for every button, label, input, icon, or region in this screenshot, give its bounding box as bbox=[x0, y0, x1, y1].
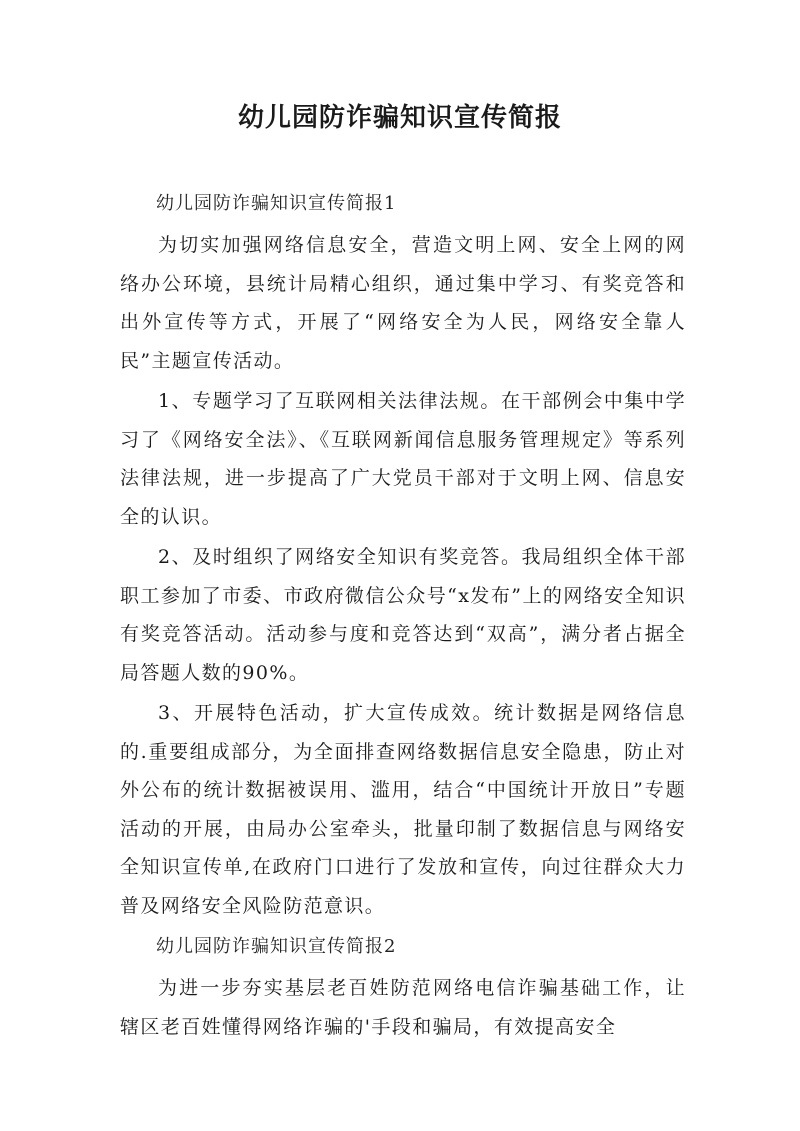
document-body bbox=[120, 184, 686, 1048]
paragraph-intro: 为切实加强网络信息安全，营造文明上网、安全上网的网络办公环境，县统计局精心组织，通过集中学习、有奖竞答和出外宣传等方式，开展了“网络安全为人民，网络安全靠人民”主题宣传活动。 bbox=[120, 234, 686, 372]
section-heading-2: 幼儿园防诈骗知识宣传简报2 bbox=[156, 936, 397, 957]
document-title: 幼儿园防诈骗知识宣传简报 bbox=[237, 103, 562, 133]
paragraph-item-1: 1、专题学习了互联网相关法律法规。在干部例会中集中学习了《网络安全法》、《互联网新闻信息服务管理规定》等系列法律法规，进一步提高了广大党员干部对于文明上网、信息安全的认识。 bbox=[120, 390, 686, 528]
paragraph-section2-intro: 为进一步夯实基层老百姓防范网络电信诈骗基础工作，让辖区老百姓懂得网络诈骗的'手段和骗局，有效提高安全 bbox=[120, 977, 686, 1038]
paragraph-item-3: 3、开展特色活动，扩大宣传成效。统计数据是网络信息的.重要组成部分，为全面排查网络数据信息安全隐患，防止对外公布的统计数据被误用、滥用，结合“中国统计开放日”专题活动的开展，由局办公室牵头，批量印制了数据信息与网络安全知识宣传单,在政府门口进行了发放和宣传，向过往群众大力普及网络安全风险防范意识。 bbox=[120, 702, 686, 917]
section-heading-1: 幼儿园防诈骗知识宣传简报1 bbox=[156, 193, 397, 214]
paragraph-item-2: 2、及时组织了网络安全知识有奖竞答。我局组织全体干部职工参加了市委、市政府微信公众号“x发布”上的网络安全知识有奖竞答活动。活动参与度和竞答达到“双高”，满分者占据全局答题人数的90%。 bbox=[120, 546, 686, 684]
